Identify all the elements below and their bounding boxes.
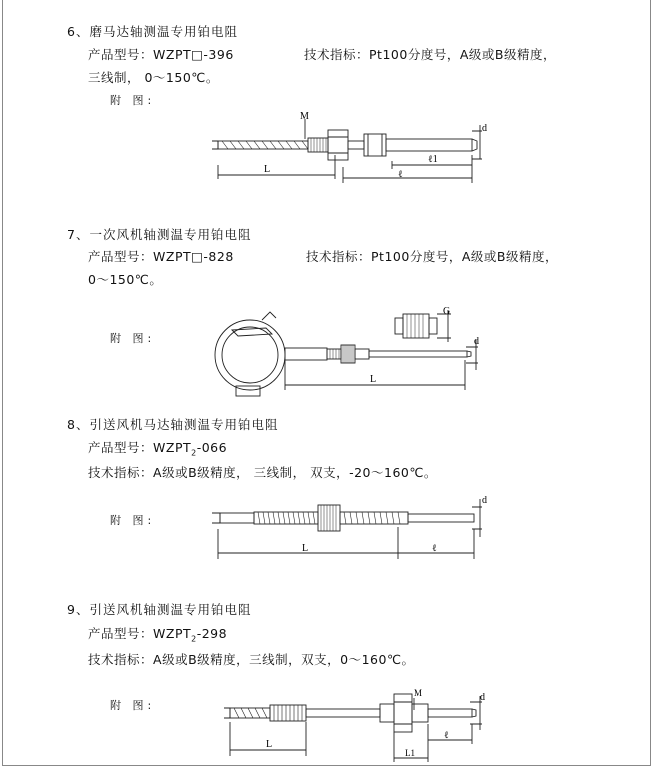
armored-spring <box>270 705 306 721</box>
spec-value: Pt100分度号，A级或B级精度， <box>369 47 556 62</box>
coupling <box>364 134 386 156</box>
dim-l: ℓ <box>398 169 403 180</box>
section-9-figure-label: 附 图: <box>110 699 156 712</box>
knurled-nut <box>318 505 340 531</box>
dim-L: L <box>370 374 377 385</box>
model-label: 产品型号： <box>88 249 154 264</box>
dim-M: M <box>300 111 309 122</box>
section-8-figure <box>0 485 653 575</box>
dim-d: d <box>474 336 479 347</box>
section-9-spec <box>88 650 415 668</box>
hex-nut <box>328 130 348 160</box>
section-6-spec-continued: 三线制， 0～150℃。 <box>88 70 219 85</box>
section-9-model <box>88 624 227 644</box>
dim-L: L <box>266 739 273 750</box>
section-7-spec-continued: 0～150℃。 <box>88 272 163 287</box>
section-8-figure-label: 附 图: <box>110 514 156 527</box>
spec-value: A级或B级精度， 三线制， 双支，-20～160℃。 <box>153 465 437 480</box>
dim-l1: ℓ1 <box>428 154 438 165</box>
section-7-figure-label: 附 图: <box>110 332 156 345</box>
probe-sheath <box>386 139 472 151</box>
section-6-figure-label: 附 图: <box>110 94 156 107</box>
dim-d: d <box>482 123 487 134</box>
model-value: $WZPT_2-298$ <box>153 626 228 644</box>
section-6-figure <box>0 105 653 185</box>
probe-sheath <box>408 514 474 522</box>
spec-value: A级或B级精度，三线制，双支，0～160℃。 <box>153 652 415 667</box>
dim-L: L <box>264 164 271 175</box>
dim-l: ℓ <box>432 543 437 554</box>
model-label: 产品型号： <box>88 440 154 455</box>
section-7-spec <box>306 247 558 265</box>
dim-G: G <box>443 306 451 317</box>
section-8-spec <box>88 463 437 481</box>
dim-d: d <box>480 692 485 703</box>
section-9-heading: 9、引送风机轴测温专用铂电阻 <box>67 602 252 617</box>
hex-nut <box>394 694 412 732</box>
section-6-spec <box>304 45 556 63</box>
spec-label: 技术指标： <box>88 465 154 480</box>
braided-cable <box>230 708 270 718</box>
junction-head <box>215 320 285 390</box>
section-9-figure <box>0 684 653 766</box>
section-8-heading: 8、引送风机马达轴测温专用铂电阻 <box>67 417 279 432</box>
model-value: WZPT□-828 <box>153 249 234 264</box>
model-label: 产品型号： <box>88 626 154 641</box>
spec-label: 技术指标： <box>304 47 370 62</box>
dim-L1: L1 <box>405 748 415 758</box>
lead-wire <box>220 513 254 523</box>
section-6-model <box>88 45 234 63</box>
model-value: $WZPT_2-066$ <box>153 440 228 458</box>
section-8-model <box>88 438 227 458</box>
spec-label: 技术指标： <box>306 249 372 264</box>
probe-sheath <box>428 709 472 717</box>
model-label: 产品型号： <box>88 47 154 62</box>
section-7-model <box>88 247 234 265</box>
model-value: WZPT□-396 <box>153 47 234 62</box>
spec-value: Pt100分度号，A级或B级精度， <box>371 249 558 264</box>
dim-L: L <box>302 543 309 554</box>
section-6-heading: 6、磨马达轴测温专用铂电阻 <box>67 24 238 39</box>
dim-M: M <box>414 688 423 698</box>
section-7-heading: 7、一次风机轴测温专用铂电阻 <box>67 227 252 242</box>
dim-d: d <box>482 495 487 506</box>
neck-tube <box>285 348 327 360</box>
probe-sheath <box>369 351 467 357</box>
spec-label: 技术指标： <box>88 652 154 667</box>
dim-l: ℓ <box>444 730 449 741</box>
g-fitting <box>395 318 403 334</box>
section-7-figure <box>0 300 653 400</box>
